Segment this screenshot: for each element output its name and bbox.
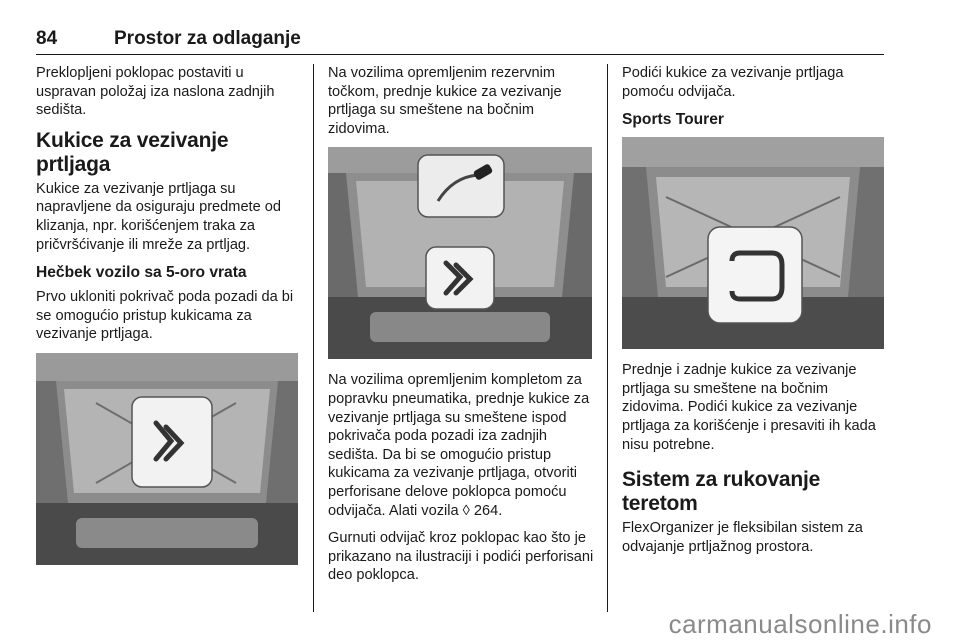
spare-wheel-cargo-illustration [328, 147, 592, 359]
hatchback-instruction: Prvo ukloniti pokrivač poda pozadi da bi se omogućio pristup kukicama za vezivanje prtljaga. [36, 289, 294, 343]
page-number: 84 [36, 28, 58, 49]
screwdriver-inset [418, 155, 504, 217]
repair-kit-paragraph: Na vozilima opremljenim kompletom za popravku pneumatika, prednje kukice za vezivanje prtljaga su smeštene ispod pokrivača poda pozadi iza zadnjih sedišta. Da bi se omogućio pristup kukicama za vezivanje prtljaga, otvoriti perforisane delove poklopca pomoću odvijača. Alati vozila ◊ 264. [328, 372, 590, 519]
tie-down-description: Kukice za vezivanje prtljaga su napravljene da osiguraju predmete od klizanja, npr. korišćenjem traka za pričvršćivanje ili mreže za prtljag. [36, 180, 282, 253]
flexorganizer-paragraph: FlexOrganizer je fleksibilan sistem za odvajanje prtljažnog prostora. [622, 520, 863, 555]
subheading-hatchback: Hečbek vozilo sa 5-oro vrata [36, 264, 247, 282]
column-2 [328, 64, 594, 594]
spare-wheel-paragraph: Na vozilima opremljenim rezervnim točkom, prednje kukice za vezivanje prtljaga su smeštene na bočnim zidovima. [328, 65, 562, 137]
column-divider [313, 64, 314, 612]
page-header [36, 26, 884, 55]
section-heading-load-management: Sistem za rukovanje teretom [622, 468, 821, 516]
column-divider [607, 64, 608, 612]
intro-paragraph: Preklopljeni poklopac postaviti u uspravan položaj iza naslona zadnjih sedišta. [36, 65, 275, 119]
screwdriver-instruction: Gurnuti odvijač kroz poklopac kao što je prikazano na ilustraciji i podići perforisani deo poklopca. [328, 530, 594, 584]
page-title: Prostor za odlaganje [114, 28, 301, 49]
hatchback-cargo-illustration [36, 353, 298, 565]
column-1 [36, 64, 300, 577]
subheading-sports-tourer: Sports Tourer [622, 111, 724, 129]
sports-tourer-paragraph: Prednje i zadnje kukice za vezivanje prtljaga su smeštene na bočnim zidovima. Podići kukice za vezivanje prtljaga za korišćenje i presaviti ih kada nisu potrebne. [622, 362, 876, 453]
column-3 [622, 64, 888, 565]
watermark: carmanualsonline.info [668, 609, 932, 639]
lift-hooks-paragraph: Podići kukice za vezivanje prtljaga pomoću odvijača. [622, 65, 844, 100]
hook-detail-inset [708, 227, 802, 323]
section-heading-tie-down-hooks: Kukice za vezivanje prtljaga [36, 128, 229, 176]
sports-tourer-cargo-illustration [622, 137, 884, 349]
